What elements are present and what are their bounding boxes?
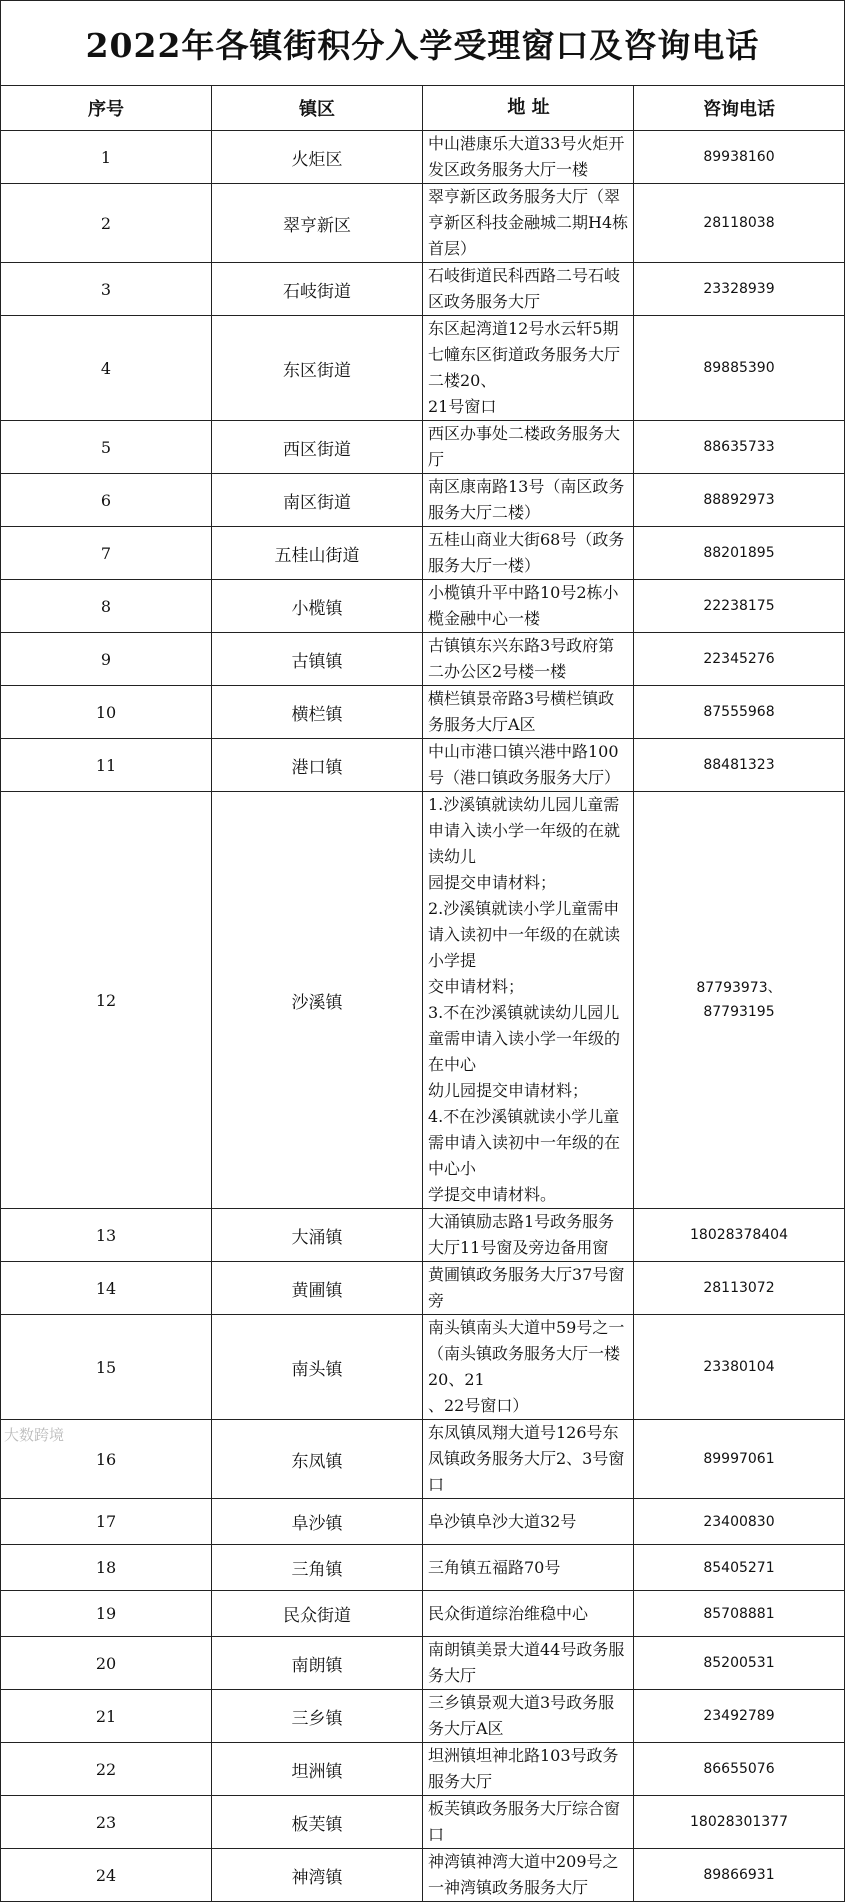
address-line: 三乡镇景观大道3号政务服务大厅A区 [428,1693,615,1738]
header-town: 镇区 [212,86,423,131]
town-name: 古镇镇 [212,633,423,686]
table-row [1,1420,845,1499]
address-line: 东区起湾道12号水云轩5期七幢东区街道政务服务大厅二楼20、 [428,319,621,390]
address-line: 南朗镇美景大道44号政务服务大厅 [428,1640,625,1685]
table-row [1,1743,845,1796]
phone-cell [634,580,845,633]
row-number: 21 [1,1690,212,1743]
phone-cell [634,1315,845,1420]
phone-number: 28113072 [703,1280,775,1296]
phone-cell [634,1743,845,1796]
phone-cell [634,686,845,739]
row-number: 18 [1,1545,212,1591]
table-row [1,316,845,421]
address-cell [423,527,634,580]
town-name: 南区街道 [212,474,423,527]
phone-cell [634,633,845,686]
town-name: 小榄镇 [212,580,423,633]
phone-cell [634,184,845,263]
address-cell [423,633,634,686]
phone-number: 23328939 [703,281,775,297]
phone-number: 89885390 [703,360,775,376]
town-name: 三乡镇 [212,1690,423,1743]
address-cell [423,1637,634,1690]
header-address: 地 址 [423,86,634,131]
address-line: 大涌镇励志路1号政务服务大厅11号窗及旁边备用窗 [428,1212,615,1257]
town-name: 东区街道 [212,316,423,421]
row-number: 16 [1,1420,212,1499]
row-number: 8 [1,580,212,633]
table-row [1,580,845,633]
phone-number: 88481323 [703,757,775,773]
phone-cell [634,131,845,184]
phone-cell [634,739,845,792]
town-name: 东凤镇 [212,1420,423,1499]
address-cell [423,1690,634,1743]
town-name: 五桂山街道 [212,527,423,580]
address-line: 阜沙镇阜沙大道32号 [428,1511,577,1531]
address-cell [423,474,634,527]
phone-number: 85708881 [703,1605,775,1622]
address-cell [423,1849,634,1902]
phone-number: 28118038 [703,215,775,231]
phone-cell [634,474,845,527]
phone-cell [634,316,845,421]
address-line: 板芙镇政务服务大厅综合窗口 [428,1799,621,1844]
address-line: 4.不在沙溪镇就读小学儿童需申请入读初中一年级的在中心小 [428,1107,621,1178]
address-cell [423,1545,634,1591]
address-line: 东凤镇凤翔大道号126号东凤镇政务服务大厅2、3号窗口 [428,1423,625,1494]
row-number: 1 [1,131,212,184]
address-line: 3.不在沙溪镇就读幼儿园儿童需申请入读小学一年级的在中心 [428,1003,621,1074]
address-line: 翠亨新区政务服务大厅（翠亨新区科技金融城二期H4栋首层） [428,187,629,258]
phone-number: 89938160 [703,149,775,165]
table-row [1,792,845,1209]
watermark: 大数跨境 [4,1426,65,1444]
phone-cell [634,1420,845,1499]
address-cell [423,263,634,316]
address-line: 南区康南路13号（南区政务服务大厅二楼） [428,477,625,522]
phone-cell [634,1545,845,1591]
phone-number: 88892973 [703,492,775,508]
table-row [1,1690,845,1743]
table-row [1,184,845,263]
row-number: 4 [1,316,212,421]
phone-cell [634,421,845,474]
address-line: 21号窗口 [428,397,497,416]
table-row [1,1849,845,1902]
address-line: 民众街道综治维稳中心 [428,1603,589,1623]
address-line: 2.沙溪镇就读小学儿童需申请入读初中一年级的在就读小学提 [428,899,621,970]
phone-number: 23492789 [703,1708,775,1724]
address-line: 小榄镇升平中路10号2栋小榄金融中心一楼 [428,583,619,628]
phone-number: 87793195 [703,1004,775,1020]
address-line: 南头镇南头大道中59号之一（南头镇政务服务大厅一楼20、21 [428,1318,625,1389]
phone-cell [634,1690,845,1743]
table-row [1,1315,845,1420]
table-row [1,686,845,739]
address-line: 、22号窗口） [428,1396,529,1415]
phone-number: 23400830 [703,1513,775,1530]
phone-number: 23380104 [703,1359,775,1375]
table-row [1,527,845,580]
row-number: 19 [1,1591,212,1637]
row-number: 17 [1,1499,212,1545]
table-row [1,739,845,792]
town-name: 翠亨新区 [212,184,423,263]
phone-number: 89866931 [703,1867,775,1883]
row-number: 10 [1,686,212,739]
town-name: 港口镇 [212,739,423,792]
phone-cell [634,1262,845,1315]
address-line: 园提交申请材料； [428,873,557,892]
phone-number: 18028301377 [690,1814,788,1830]
town-name: 民众街道 [212,1591,423,1637]
address-cell [423,1209,634,1262]
table-row [1,633,845,686]
phone-number: 22238175 [703,598,775,614]
address-cell [423,421,634,474]
address-line: 中山市港口镇兴港中路100号（港口镇政务服务大厅） [428,742,621,787]
row-number: 3 [1,263,212,316]
address-line: 五桂山商业大街68号（政务服务大厅一楼） [428,530,625,575]
address-line: 中山港康乐大道33号火炬开发区政务服务大厅一楼 [428,134,625,179]
phone-cell [634,1209,845,1262]
address-line: 石岐街道民科西路二号石岐区政务服务大厅 [428,266,621,311]
address-cell [423,580,634,633]
town-name: 火炬区 [212,131,423,184]
row-number: 14 [1,1262,212,1315]
row-number: 22 [1,1743,212,1796]
phone-number: 86655076 [703,1761,775,1777]
address-cell [423,1420,634,1499]
phone-cell [634,1849,845,1902]
row-number: 15 [1,1315,212,1420]
phone-number: 87793973、 [696,980,782,996]
table-row [1,1591,845,1637]
phone-cell [634,1499,845,1545]
phone-cell [634,1637,845,1690]
address-line: 横栏镇景帝路3号横栏镇政务服务大厅A区 [428,689,615,734]
address-cell [423,1743,634,1796]
row-number: 7 [1,527,212,580]
address-line: 神湾镇神湾大道中209号之一神湾镇政务服务大厅 [428,1852,619,1897]
phone-cell [634,527,845,580]
title-row [1,1,845,86]
row-number: 23 [1,1796,212,1849]
row-number: 11 [1,739,212,792]
town-name: 南头镇 [212,1315,423,1420]
address-line: 古镇镇东兴东路3号政府第二办公区2号楼一楼 [428,636,615,681]
address-cell [423,131,634,184]
row-number: 12 [1,792,212,1209]
table-row [1,474,845,527]
phone-cell [634,1796,845,1849]
town-name: 阜沙镇 [212,1499,423,1545]
address-line: 幼儿园提交申请材料； [428,1081,589,1100]
phone-number: 85200531 [703,1655,775,1671]
address-line: 西区办事处二楼政务服务大厅 [428,424,621,469]
address-line: 黄圃镇政务服务大厅37号窗旁 [428,1265,625,1310]
row-number: 9 [1,633,212,686]
town-name: 大涌镇 [212,1209,423,1262]
phone-cell [634,1591,845,1637]
table-row [1,263,845,316]
address-line: 交申请材料； [428,977,525,996]
town-name: 南朗镇 [212,1637,423,1690]
address-line: 坦洲镇坦神北路103号政务服务大厅 [428,1746,619,1791]
address-cell [423,316,634,421]
town-name: 神湾镇 [212,1849,423,1902]
address-cell [423,1315,634,1420]
address-line: 三角镇五福路70号 [428,1557,561,1577]
phone-number: 89997061 [703,1451,775,1467]
header-row [1,86,845,131]
town-name: 西区街道 [212,421,423,474]
phone-number: 88635733 [703,439,775,455]
row-number: 20 [1,1637,212,1690]
row-number: 24 [1,1849,212,1902]
town-name: 横栏镇 [212,686,423,739]
address-line: 学提交申请材料。 [428,1185,557,1204]
row-number: 13 [1,1209,212,1262]
header-no: 序号 [1,86,212,131]
address-cell [423,792,634,1209]
address-cell [423,1499,634,1545]
town-name: 黄圃镇 [212,1262,423,1315]
address-cell [423,1796,634,1849]
town-name: 坦洲镇 [212,1743,423,1796]
table-row [1,131,845,184]
town-name: 石岐街道 [212,263,423,316]
phone-cell [634,263,845,316]
phone-number: 18028378404 [690,1227,788,1243]
address-cell [423,739,634,792]
town-name: 三角镇 [212,1545,423,1591]
phone-number: 87555968 [703,704,775,720]
table-row [1,421,845,474]
row-number: 5 [1,421,212,474]
table-row [1,1209,845,1262]
town-name: 板芙镇 [212,1796,423,1849]
address-cell [423,184,634,263]
address-cell [423,1591,634,1637]
page-title: 2022年各镇街积分入学受理窗口及咨询电话 [1,1,845,86]
table-row [1,1262,845,1315]
address-cell [423,1262,634,1315]
address-line: 1.沙溪镇就读幼儿园儿童需申请入读小学一年级的在就读幼儿 [428,795,621,866]
phone-cell [634,792,845,1209]
row-number: 6 [1,474,212,527]
table-row [1,1637,845,1690]
table-row [1,1796,845,1849]
row-number: 2 [1,184,212,263]
table-row [1,1545,845,1591]
phone-number: 22345276 [703,651,775,667]
town-name: 沙溪镇 [212,792,423,1209]
header-phone: 咨询电话 [634,86,845,131]
address-cell [423,686,634,739]
table-row [1,1499,845,1545]
phone-number: 85405271 [703,1559,775,1576]
phone-number: 88201895 [703,545,775,561]
